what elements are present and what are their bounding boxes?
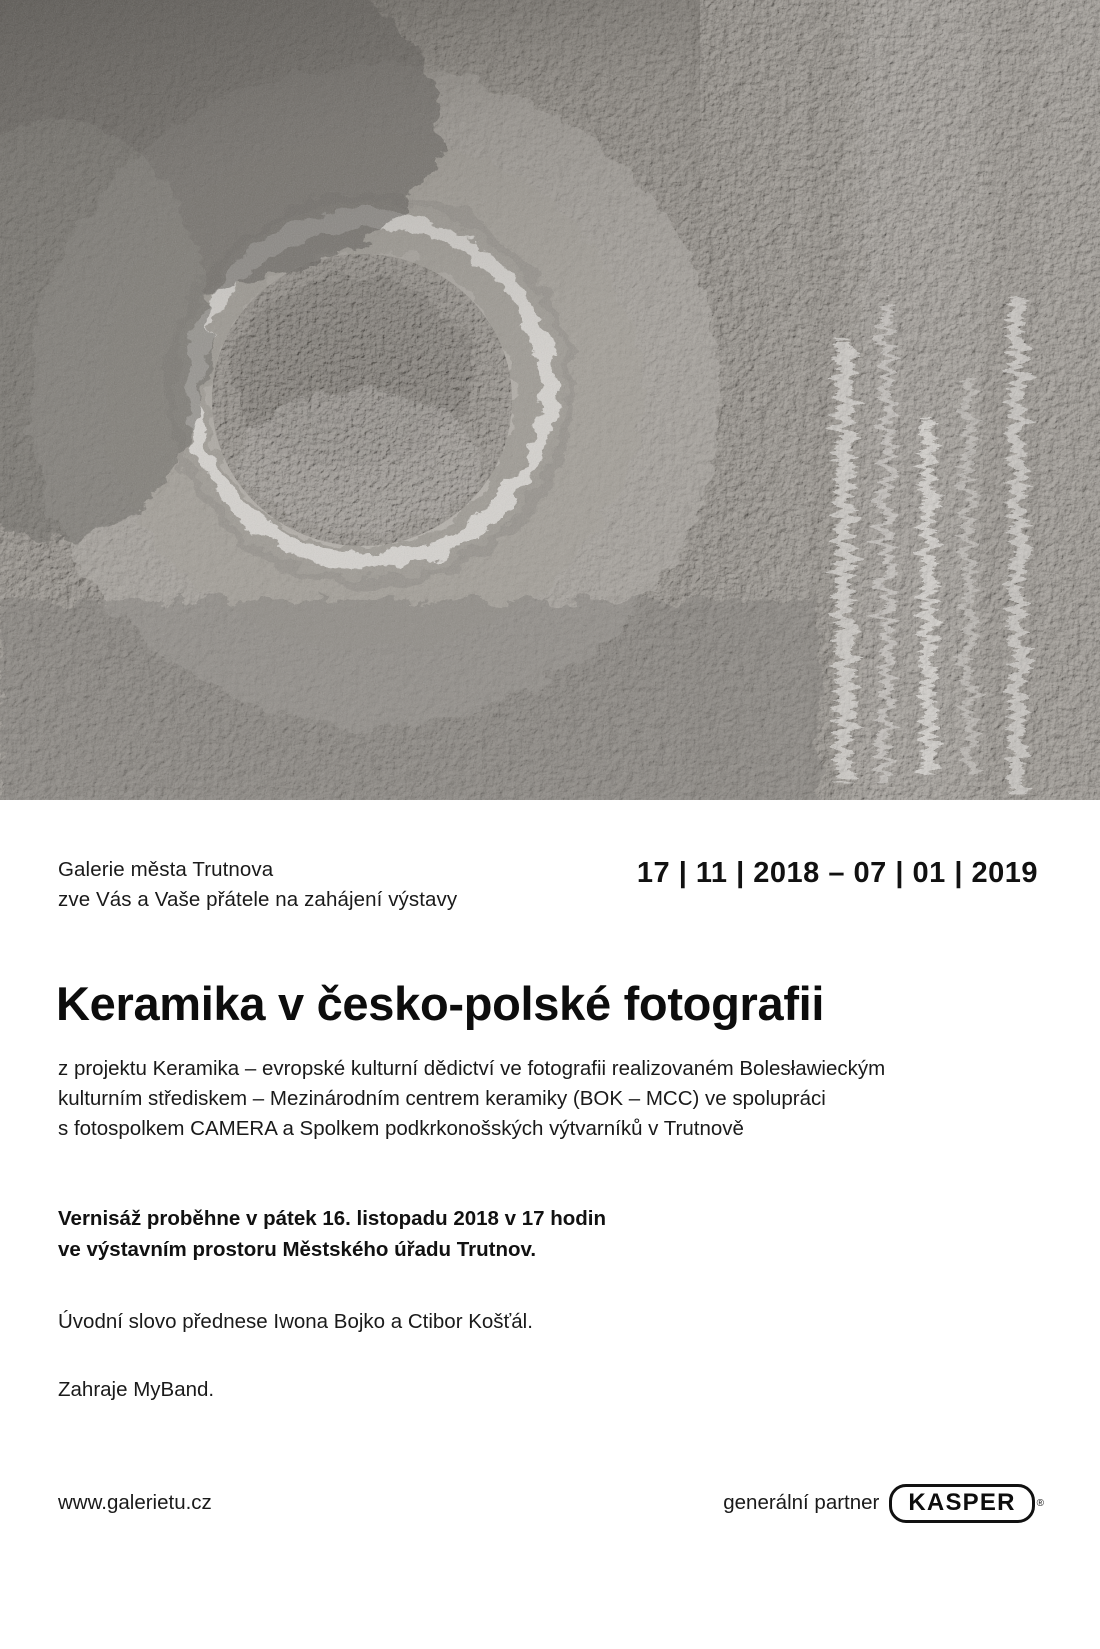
poster-text-panel bbox=[0, 800, 1100, 1649]
kasper-logo-text: KASPER bbox=[889, 1484, 1034, 1523]
header-row bbox=[58, 855, 1042, 914]
partner-label: generální partner bbox=[723, 1491, 880, 1515]
poster-photograph bbox=[0, 0, 1100, 800]
venue-block bbox=[58, 855, 457, 914]
footer bbox=[58, 1484, 1044, 1523]
opening-line-1: Vernisáž proběhne v pátek 16. listopadu 2018 v 17 hodin bbox=[58, 1207, 606, 1230]
ceramic-vessel-photograph bbox=[0, 0, 1100, 800]
page-title: Keramika v česko-polské fotografii bbox=[56, 977, 825, 1030]
partner-block bbox=[723, 1484, 1044, 1523]
opening-info bbox=[58, 1204, 606, 1266]
venue-line-2: zve Vás a Vaše přátele na zahájení výstavy bbox=[58, 887, 458, 911]
project-description-line-3: s fotospolkem CAMERA a Spolkem podkrkonošských výtvarníků v Trutnově bbox=[58, 1117, 744, 1141]
exhibition-dates: 17 | 11 | 2018 – 07 | 01 | 2019 bbox=[636, 857, 1038, 889]
opening-line-2: ve výstavním prostoru Městského úřadu Trutnov. bbox=[58, 1237, 537, 1261]
band-info: Zahraje MyBand. bbox=[58, 1378, 215, 1401]
opening-speech-info: Úvodní slovo přednese Iwona Bojko a Ctibor Košťál. bbox=[58, 1310, 533, 1333]
kasper-logo bbox=[889, 1484, 1044, 1523]
project-description bbox=[58, 1054, 958, 1144]
project-description-line-2: kulturním střediskem – Mezinárodním centrem keramiky (BOK – MCC) ve spolupráci bbox=[58, 1087, 826, 1111]
project-description-line-1: z projektu Keramika – evropské kulturní dědictví ve fotografii realizovaném Bolesławieckým bbox=[58, 1057, 886, 1080]
website-link[interactable]: www.galerietu.cz bbox=[58, 1491, 212, 1515]
venue-line-1: Galerie města Trutnova bbox=[58, 858, 274, 881]
registered-trademark-icon: ® bbox=[1036, 1497, 1044, 1509]
